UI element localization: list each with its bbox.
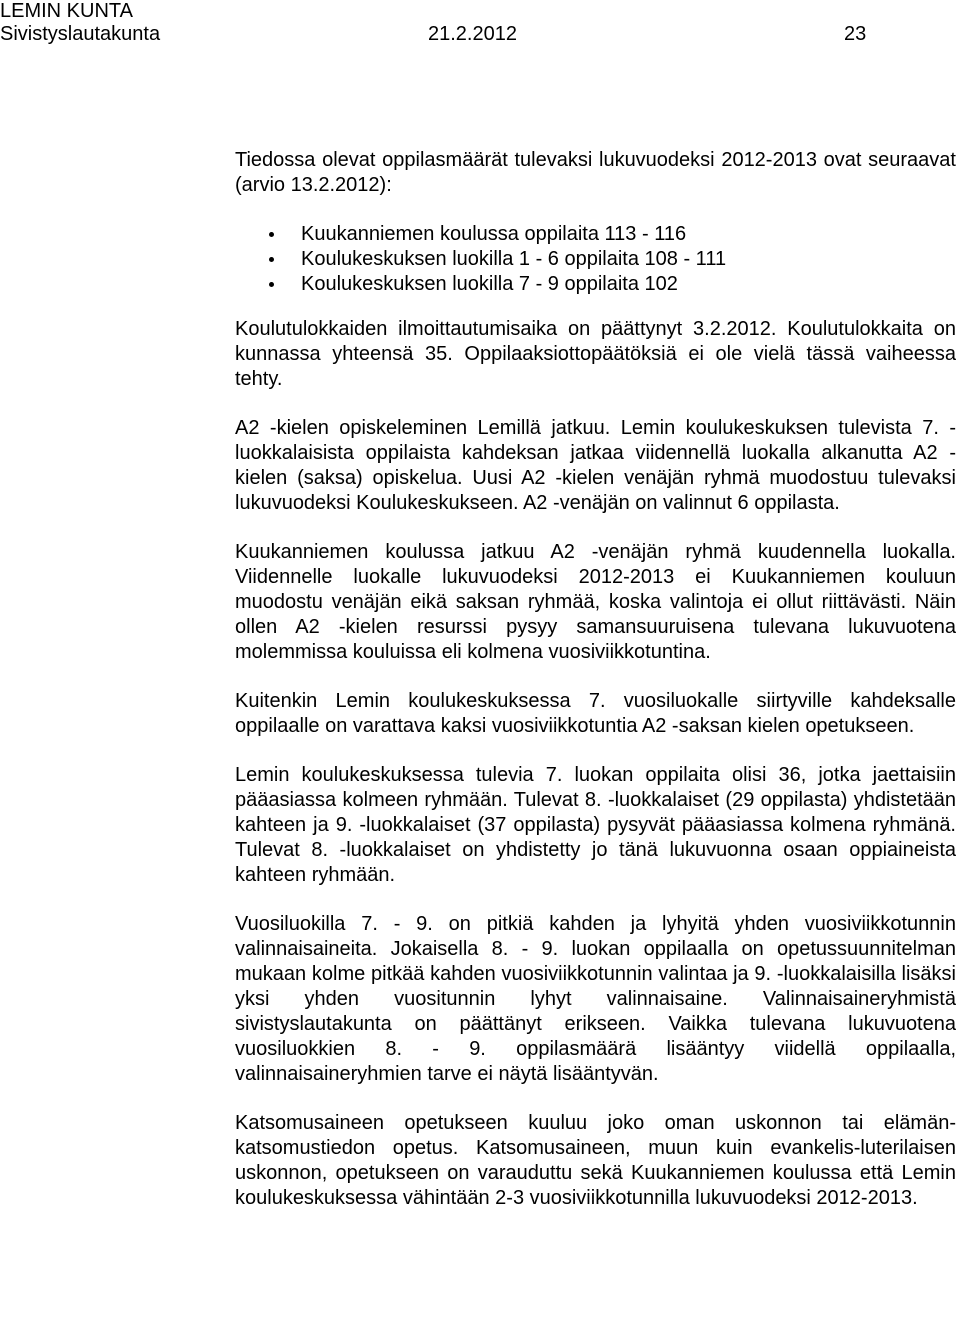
list-item [235,272,956,297]
bullet-icon [269,282,274,287]
paragraph-school-entrants: Koulutulokkaiden ilmoittautumisaika on päättynyt 3.2.2012. Koulutulokkaita on kunnassa yhteensä 35. Oppilaaksiottopäätöksiä ei ole vielä tässä vaiheessa tehty. [235,318,956,390]
header-row [0,23,900,46]
paragraph-a2-language: A2 -kielen opiskeleminen Lemillä jatkuu. Lemin koulukeskuksen tulevista 7. -luokkalaisista oppilaista kahdeksan jatkaa viidennellä luokalla alkanutta A2 -kielen (saksa) opiskelua. Uusi A2 -kielen venäjän ryhmä muodostuu tulevaksi lukuvuodeksi Koulukeskukseen. A2 -venäjän on valinnut 6 oppilasta. [235,417,956,514]
list-item [235,222,956,247]
paragraph-german-reservation: Kuitenkin Lemin koulukeskuksessa 7. vuosiluokalle siirtyville kahdeksalle oppilaalle on varattava kaksi vuosiviikkotuntia A2 -saksan kielen opetukseen. [235,690,956,737]
committee-name: Sivistyslautakunta [0,23,161,45]
intro-paragraph: Tiedossa olevat oppilasmäärät tulevaksi lukuvuodeksi 2012-2013 ovat seuraavat (arvio 13.2.2012): [235,149,956,196]
document-body [235,148,956,1235]
meeting-date: 21.2.2012 [428,23,517,45]
page-number: 23 [844,23,867,45]
page-header [0,0,900,46]
paragraph-kuukanniemi: Kuukanniemen koulussa jatkuu A2 -venäjän ryhmä kuudennella luokalla. Viidennelle luokalle lukuvuodeksi 2012-2013 ei Kuukanniemen kouluun muodostu venäjän eikä saksan ryhmää, koska valintoja ei ollut riittävästi. Näin ollen A2 -kielen resurssi pysyy samansuuruisena tulevana lukuvuotena molemmissa kouluissa eli kolmena vuosiviikkotuntina. [235,541,956,663]
list-item-text: Koulukeskuksen luokilla 1 - 6 oppilaita 108 - 111 [301,248,727,270]
paragraph-grade-groups: Lemin koulukeskuksessa tulevia 7. luokan oppilaita olisi 36, jotka jaettaisiin pääasiassa kolmeen ryhmään. Tulevat 8. -luokkalaiset (29 oppilasta) yhdistetään kahteen ja 9. -luokkalaiset (37 oppilasta) pysyvät pääasiassa kolmena ryhmänä. Tulevat 8. -luokkalaiset on yhdistetty jo tänä lukuvuonna osaan oppiaineista kahteen ryhmään. [235,764,956,886]
bullet-icon [269,257,274,262]
enrollment-list [235,222,956,297]
paragraph-electives: Vuosiluokilla 7. - 9. on pitkiä kahden ja lyhyitä yhden vuosiviikkotunnin valinnaisaineita. Jokaisella 8. - 9. luokan oppilaalla on opetussuunnitelman mukaan kolme pitkää kahden vuosiviikkotunnin valintaa ja 9. -luokkalaisilla lisäksi yksi yhden vuositunnin lyhyt valinnaisaine. Valinnaisaineryhmistä sivistyslautakunta on päättänyt erikseen. Vaikka tulevana lukuvuotena vuosiluokkien 8. - 9. oppilasmäärä lisääntyy viidellä oppilaalla, valinnaisaineryhmien tarve ei näytä lisääntyvän. [235,913,956,1085]
list-item-text: Kuukanniemen koulussa oppilaita 113 - 116 [301,223,687,245]
paragraph-religion: Katsomusaineen opetukseen kuuluu joko oman uskonnon tai elämänkatsomustiedon opetus. Katsomusaineen, muun kuin evankelis-luterilaisen uskonnon, opetukseen on varauduttu sekä Kuukanniemen koulussa että Lemin koulukeskuksessa vähintään 2-3 vuosiviikkotunnilla lukuvuodeksi 2012-2013. [235,1112,956,1209]
list-item [235,247,956,272]
organization-name: LEMIN KUNTA [0,0,133,22]
list-item-text: Koulukeskuksen luokilla 7 - 9 oppilaita 102 [301,273,678,295]
bullet-icon [269,232,274,237]
